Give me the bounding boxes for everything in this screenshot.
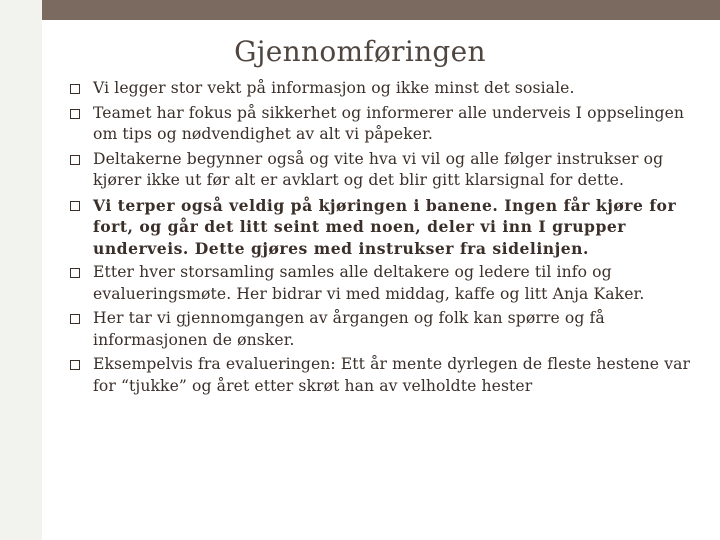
square-bullet-icon (70, 201, 80, 211)
bullet-item-4 (68, 195, 708, 260)
slide-title: Gjennomføringen (234, 35, 486, 68)
square-bullet-icon (70, 314, 80, 324)
bullet-text: Eksempelvis fra evalueringen: Ett år mente dyrlegen de fleste hestene var for “tjukke” og året etter skrøt han av velholdte hester (93, 355, 691, 395)
bullet-text: Her tar vi gjennomgangen av årgangen og folk kan spørre og få informasjonen de ønsker. (93, 309, 605, 349)
square-bullet-icon (70, 109, 80, 119)
bullet-item-2 (68, 103, 708, 146)
bullet-item-3 (68, 149, 708, 192)
top-accent-bar (42, 0, 720, 20)
square-bullet-icon (70, 360, 80, 370)
bullet-text: Teamet har fokus på sikkerhet og informerer alle underveis I oppselingen om tips og nødvendighet av alt vi påpeker. (93, 103, 685, 143)
square-bullet-icon (70, 268, 80, 278)
square-bullet-icon (70, 84, 80, 94)
bullet-text: Vi legger stor vekt på informasjon og ikke minst det sosiale. (93, 79, 575, 97)
bullet-item-6 (68, 308, 708, 351)
bullet-list (68, 78, 708, 400)
bullet-item-7 (68, 354, 708, 397)
bullet-text: Etter hver storsamling samles alle deltakere og ledere til info og evalueringsmøte. Her bidrar vi med middag, kaffe og litt Anja Kaker. (93, 263, 645, 303)
bullet-item-1 (68, 78, 708, 100)
square-bullet-icon (70, 155, 80, 165)
bullet-text: Vi terper også veldig på kjøringen i banene. Ingen får kjøre for fort, og går det litt seint med noen, deler vi inn I grupper underveis. Dette gjøres med instrukser fra sidelinjen. (93, 195, 677, 258)
bullet-text: Deltakerne begynner også og vite hva vi vil og alle følger instrukser og kjører ikke ut før alt er avklart og det blir gitt klarsignal for dette. (93, 149, 664, 189)
bullet-item-5 (68, 262, 708, 305)
